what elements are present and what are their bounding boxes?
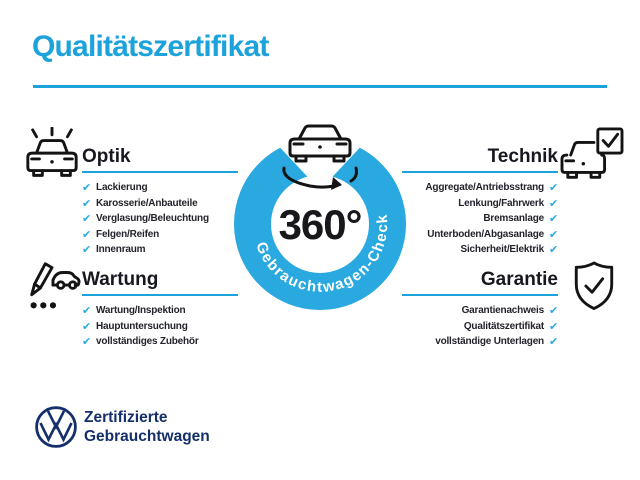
checklist-item — [82, 305, 238, 317]
checklist — [82, 305, 238, 348]
checklist-item-label: vollständiges Zubehör — [96, 336, 199, 347]
check-icon: ✔ — [548, 227, 558, 241]
car-checkbox-icon — [559, 126, 625, 186]
section-garantie — [402, 270, 558, 348]
section-heading: Optik — [82, 147, 238, 173]
checklist-item — [402, 229, 558, 241]
360-check-badge — [220, 108, 420, 320]
checklist-item-label: Aggregate/Antriebsstrang — [425, 182, 544, 193]
check-icon: ✔ — [548, 319, 558, 333]
check-icon: ✔ — [82, 319, 92, 333]
checklist-item — [82, 198, 238, 210]
checklist-item-label: Sicherheit/Elektrik — [460, 244, 544, 255]
checklist — [82, 182, 238, 256]
title-divider — [33, 85, 607, 88]
section-wartung — [82, 270, 238, 348]
checklist-item — [402, 198, 558, 210]
checklist-item — [82, 321, 238, 333]
car-front-shine-icon — [23, 127, 81, 187]
check-icon: ✔ — [82, 212, 92, 225]
checklist-item — [82, 244, 238, 256]
checklist-item-label: Qualitätszertifikat — [463, 320, 544, 332]
checklist-item-label: Garantienachweis — [461, 305, 544, 316]
check-icon: ✔ — [548, 181, 558, 194]
checklist-item — [82, 213, 238, 225]
checklist-item-label: Lackierung — [96, 182, 148, 193]
checklist-item-label: Bremsanlage — [483, 213, 544, 224]
checklist-item-label: Innenraum — [96, 244, 146, 255]
checklist-item — [402, 321, 558, 333]
checklist-item-label: Hauptuntersuchung — [96, 320, 188, 332]
checklist-item — [82, 182, 238, 194]
ring-label: Gebrauchtwagen-Check — [252, 212, 392, 296]
shield-check-icon — [571, 260, 617, 312]
check-icon: ✔ — [548, 335, 558, 348]
checklist-item — [402, 182, 558, 194]
checklist-item — [402, 244, 558, 256]
checklist-item — [82, 229, 238, 241]
vw-logo-icon — [34, 405, 78, 449]
checklist-item — [402, 213, 558, 225]
checklist-item-label: Unterboden/Abgasanlage — [427, 228, 544, 240]
degree-label: 360° — [278, 201, 362, 248]
checklist — [402, 305, 558, 348]
checklist-item-label: Karosserie/Anbauteile — [96, 197, 198, 209]
checklist-item-label: Verglasung/Beleuchtung — [96, 213, 209, 224]
check-icon: ✔ — [82, 243, 92, 256]
checklist-item-label: vollständige Unterlagen — [435, 336, 544, 347]
section-heading: Garantie — [402, 270, 558, 296]
check-icon: ✔ — [82, 181, 92, 194]
checklist-item-label: Felgen/Reifen — [96, 228, 159, 240]
section-technik — [402, 147, 558, 256]
checklist-item — [402, 336, 558, 348]
footer-brand-line1: Zertifizierte — [84, 409, 168, 426]
check-icon: ✔ — [548, 304, 558, 317]
section-optik — [82, 147, 238, 256]
check-icon: ✔ — [82, 196, 92, 210]
footer-brand-line2: Gebrauchtwagen — [84, 428, 210, 445]
checklist — [402, 182, 558, 256]
check-icon: ✔ — [548, 212, 558, 225]
check-icon: ✔ — [82, 304, 92, 317]
checklist-item — [402, 305, 558, 317]
checklist-item-label: Wartung/Inspektion — [96, 305, 186, 316]
check-icon: ✔ — [548, 243, 558, 256]
section-heading: Wartung — [82, 270, 238, 296]
checklist-item-label: Lenkung/Fahrwerk — [458, 197, 544, 209]
footer-brand — [84, 408, 210, 446]
check-icon: ✔ — [82, 335, 92, 348]
check-icon: ✔ — [548, 196, 558, 210]
pencil-car-icon — [23, 257, 81, 317]
check-icon: ✔ — [82, 227, 92, 241]
page-title: Qualitätszertifikat — [32, 30, 269, 63]
checklist-item — [82, 336, 238, 348]
section-heading: Technik — [402, 147, 558, 173]
